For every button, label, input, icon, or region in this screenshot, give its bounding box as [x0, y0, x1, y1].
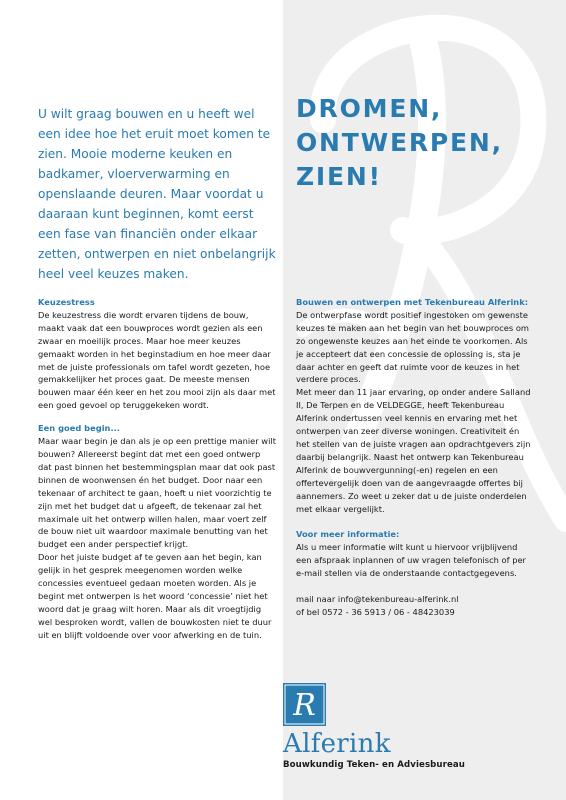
headline-line-2: ONTWERPEN, — [296, 128, 503, 157]
logo-monogram-icon — [283, 683, 326, 726]
headline-line-3: ZIEN! — [296, 162, 382, 191]
right-text-column — [296, 296, 534, 619]
meer-informatie-heading: Voor meer informatie: — [296, 529, 400, 540]
logo-monogram-letter: R — [293, 688, 316, 723]
contact-email: mail naar info@tekenbureau-alferink.nl — [296, 594, 459, 605]
goed-begin-heading: Een goed begin... — [38, 423, 120, 434]
goed-begin-paragraph-1: Maar waar begin je dan als je op een prettige manier wilt bouwen? Allereerst begint dat met een goed ontwerp dat past binnen het bestemmingsplan maar dat ook past binnen de woonwensen én het budget. Door naar een tekenaar of architect te gaan, hoeft u niet voorzichtig te zijn met het budget dat u afgeeft, de tekenaar zal het maximale uit het ontwerp willen halen, maar voert zelf de bouw niet uit waardoor maximale benutting van het budget een ander perspectief krijgt. — [38, 436, 276, 550]
logo-company-subtitle: Bouwkundig Teken- en Adviesbureau — [283, 760, 466, 770]
tekenbureau-paragraph-2: Met meer dan 11 jaar ervaring, op onder andere Salland II, De Terpen en de VELDEGGE, heeft Tekenbureau Alferink ondertussen veel kennis en ervaring met het ontwerpen van zeer diverse woningen. Creativiteit én het stellen van de juiste vragen aan opdrachtgevers zijn daarbij belangrijk. Naast het ontwerp kan Tekenbureau Alferink de bouwvergunning(-en) regelen en een offertevergelijk doen van de aangevraagde offertes bij aannemers. Zo weet u zeker dat u de juiste onderdelen met elkaar vergelijkt. — [296, 387, 531, 514]
keuzestress-heading: Keuzestress — [38, 297, 95, 307]
contact-phone: of bel 0572 - 36 5913 / 06 - 48423039 — [296, 606, 455, 617]
left-text-column — [38, 296, 276, 642]
intro-paragraph: U wilt graag bouwen en u heeft wel een idee hoe het eruit moet komen te zien. Mooie moderne keuken en badkamer, vloerverwarming en openslaande deuren. Maar voordat u daaraan kunt beginnen, komt eerst een fase van financiën onder elkaar zetten, ontwerpen en niet onbelangrijk heel veel keuzes maken. — [38, 107, 276, 281]
page-headline — [296, 92, 546, 194]
goed-begin-paragraph-2: Door het juiste budget af te geven aan het begin, kan gelijk in het gesprek meegenomen worden welke concessies eventueel gedaan moeten worden. Als je begint met ontwerpen is het woord ‘concessie’ niet het woord dat je graag wilt horen. Maar als dit vroegtijdig wel besproken wordt, vallen de bouwkosten niet te duur uit en blijft voldoende over voor afwerking en de tuin. — [38, 552, 272, 640]
tekenbureau-paragraph-1: De ontwerpfase wordt positief ingestoken om gewenste keuzes te maken aan het begin van het bouwproces om zo ongewenste keuzes aan het einde te voorkomen. Als je accepteert dat een concessie de oplossing is, sta je daar achter en geeft dat ruimte voor de keuzes in het verdere proces. — [296, 309, 530, 385]
logo-company-name: Alferink — [283, 729, 391, 759]
logo-monogram-box — [283, 683, 326, 726]
alferink-logo — [283, 683, 523, 793]
meer-informatie-paragraph: Als u meer informatie wilt kunt u hiervoor vrijblijvend een afspraak inplannen of uw vragen telefonisch of per e-mail stellen via de onderstaande contactgegevens. — [296, 542, 526, 579]
tekenbureau-heading: Bouwen en ontwerpen met Tekenbureau Alferink: — [296, 297, 529, 307]
keuzestress-paragraph: De keuzestress die wordt ervaren tijdens de bouw, maakt vaak dat een bouwproces wordt gezien als een zwaar en moeilijk proces. Maar hoe meer keuzes gemaakt worden in het beginstadium en hoe meer daar met de juiste professionals om tafel wordt gezeten, hoe gemakkelijker het proces gaat. De meeste mensen bouwen maar één keer en het zou mooi zijn als daar met een goed gevoel op teruggekeken wordt. — [38, 309, 276, 411]
headline-line-1: DROMEN, — [296, 94, 443, 123]
